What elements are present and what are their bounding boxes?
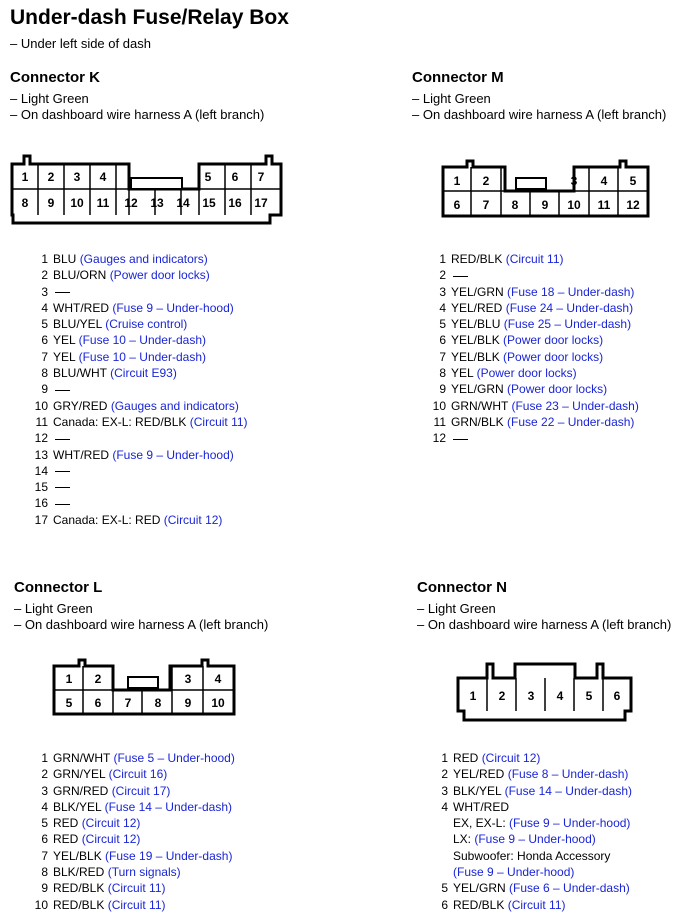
wire-color: BLU/YEL: [53, 317, 102, 332]
pin-row: [28, 831, 235, 847]
pin-number: 4: [41, 300, 48, 315]
pin-label: 12: [626, 198, 640, 212]
circuit-ref: (Fuse 9 – Under-hood): [453, 865, 575, 880]
pin-label: 11: [597, 198, 611, 212]
pin-label: 8: [154, 696, 162, 710]
wire-color: GRN/YEL: [53, 767, 106, 782]
circuit-ref: (Fuse 9 – Under-hood): [112, 447, 234, 462]
pin-number: 2: [41, 767, 48, 782]
circuit-ref: (Power door locks): [109, 268, 210, 283]
pin-row: [28, 783, 235, 799]
detail-label: LX:: [453, 832, 472, 847]
circuit-ref: (Circuit 12): [81, 832, 141, 847]
connector-m-svg: [441, 158, 651, 222]
connector-l-color: – Light Green: [14, 601, 93, 616]
wire-color: YEL/GRN: [453, 881, 506, 896]
pin-row: [424, 398, 639, 414]
pin-number: 2: [41, 268, 48, 283]
pin-row: [428, 799, 632, 815]
pin-label: 12: [124, 196, 138, 210]
pin-row: [28, 864, 235, 880]
pin-label: 1: [469, 689, 477, 703]
pin-number: 9: [41, 382, 48, 397]
pin-detail-row: [428, 848, 632, 864]
circuit-ref: (Circuit 11): [507, 897, 566, 912]
pin-row: [428, 766, 632, 782]
circuit-ref: (Fuse 5 – Under-hood): [113, 751, 235, 765]
pin-row: [424, 300, 639, 316]
circuit-ref: (Fuse 9 – Under-hood): [112, 300, 234, 315]
pin-number: 8: [41, 865, 48, 880]
pin-label: 3: [570, 174, 578, 188]
pin-label: 2: [94, 672, 102, 686]
pin-number: 5: [439, 317, 446, 332]
pin-number: 4: [441, 799, 448, 814]
pin-row: [28, 495, 248, 511]
wire-color: RED/BLK: [453, 897, 505, 912]
pin-number: 15: [34, 480, 48, 495]
pin-row: [28, 349, 248, 365]
pin-label: 2: [482, 174, 490, 188]
pin-number: 12: [432, 431, 446, 446]
pin-label: 8: [21, 196, 29, 210]
pin-row: [28, 750, 235, 766]
pin-row: [28, 512, 248, 528]
circuit-ref: (Circuit 11): [189, 414, 248, 429]
pin-label: 15: [202, 196, 216, 210]
wire-color: GRN/WHT: [53, 751, 111, 765]
unused-pin-dash: [55, 292, 70, 293]
pin-label: 7: [257, 170, 265, 184]
pin-row: [28, 848, 235, 864]
pin-row: [28, 365, 248, 381]
pin-number: 14: [34, 463, 48, 478]
pin-row: [28, 316, 248, 332]
pin-number: 5: [441, 881, 448, 896]
page-title: Under-dash Fuse/Relay Box: [10, 6, 289, 29]
pin-number: 11: [433, 414, 446, 429]
pin-label: 1: [65, 672, 73, 686]
circuit-ref: (Fuse 9 – Under-hood): [509, 816, 631, 831]
connector-m-heading: Connector M: [412, 69, 504, 86]
pin-detail-row: [428, 815, 632, 831]
circuit-ref: (Power door locks): [503, 349, 604, 364]
connector-k-svg: [9, 153, 281, 227]
pin-number: 10: [34, 897, 48, 912]
circuit-ref: (Circuit 12): [481, 751, 541, 765]
pin-label: 4: [556, 689, 564, 703]
pin-label: 17: [254, 196, 268, 210]
wire-color: BLU: [53, 252, 77, 266]
pin-label: 6: [94, 696, 102, 710]
pin-label: 16: [228, 196, 242, 210]
wire-color: RED: [53, 816, 79, 831]
connector-n-svg: [455, 661, 637, 725]
wire-color: BLU/WHT: [53, 366, 107, 381]
detail-label: Subwoofer: Honda Accessory: [453, 848, 611, 863]
wire-color: GRY/RED: [53, 398, 108, 413]
wire-color: GRN/RED: [53, 783, 109, 798]
circuit-ref: (Fuse 10 – Under-dash): [78, 349, 206, 364]
circuit-ref: (Fuse 6 – Under-dash): [509, 881, 630, 896]
pin-row: [424, 381, 639, 397]
pin-number: 12: [34, 431, 48, 446]
pin-number: 3: [439, 284, 446, 299]
circuit-ref: (Circuit 16): [108, 767, 168, 782]
circuit-ref: (Circuit 12): [163, 512, 223, 527]
pin-number: 7: [41, 848, 48, 863]
pin-number: 3: [441, 783, 448, 798]
circuit-ref: (Fuse 9 – Under-hood): [474, 832, 596, 847]
pin-row: [28, 897, 235, 913]
circuit-ref: (Cruise control): [105, 317, 188, 332]
pin-label: 2: [47, 170, 55, 184]
pin-label: 7: [482, 198, 490, 212]
connector-k-color: – Light Green: [10, 91, 89, 106]
pin-number: 1: [41, 751, 48, 765]
connector-n-harness: – On dashboard wire harness A (left branch): [417, 617, 672, 632]
pin-number: 6: [41, 333, 48, 348]
pin-label: 3: [73, 170, 81, 184]
pin-row: [424, 349, 639, 365]
pin-number: 5: [41, 317, 48, 332]
pin-row: [428, 897, 632, 913]
pin-row: [428, 880, 632, 896]
pin-label: 2: [498, 689, 506, 703]
wire-color: RED: [453, 751, 479, 765]
pin-label: 5: [585, 689, 593, 703]
location-note: – Under left side of dash: [10, 36, 151, 51]
pin-row: [424, 284, 639, 300]
wire-color: YEL/RED: [453, 767, 505, 782]
connector-m-harness: – On dashboard wire harness A (left branch): [412, 107, 667, 122]
connector-n-diagram: [455, 661, 637, 725]
unused-pin-dash: [55, 390, 70, 391]
pin-row: [28, 381, 248, 397]
pin-row: [28, 267, 248, 283]
unused-pin-dash: [453, 276, 468, 277]
pin-row: [28, 430, 248, 446]
pin-label: 5: [65, 696, 73, 710]
circuit-ref: (Fuse 18 – Under-dash): [507, 284, 635, 299]
pin-row: [424, 267, 639, 283]
pin-number: 1: [439, 252, 446, 266]
pin-label: 6: [453, 198, 461, 212]
circuit-ref: (Gauges and indicators): [79, 252, 208, 266]
pin-label: 7: [124, 696, 132, 710]
connector-n-heading: Connector N: [417, 579, 507, 596]
pin-label: 4: [214, 672, 222, 686]
connector-k-heading: Connector K: [10, 69, 100, 86]
wire-color: YEL/BLK: [451, 333, 500, 348]
connector-k-pin-list: [28, 251, 248, 528]
connector-l-heading: Connector L: [14, 579, 103, 596]
wire-color: YEL/RED: [451, 300, 503, 315]
circuit-ref: (Turn signals): [107, 865, 181, 880]
pin-number: 9: [439, 382, 446, 397]
pin-label: 9: [184, 696, 192, 710]
pin-label: 11: [96, 196, 110, 210]
unused-pin-dash: [55, 471, 70, 472]
connector-l-svg: [51, 657, 239, 721]
connector-k-harness: – On dashboard wire harness A (left branch): [10, 107, 265, 122]
pin-label: 10: [70, 196, 84, 210]
pin-row: [424, 251, 639, 267]
wire-color: YEL/BLK: [53, 848, 102, 863]
pin-number: 1: [441, 751, 448, 765]
circuit-ref: (Circuit 11): [107, 897, 166, 912]
pin-label: 5: [204, 170, 212, 184]
unused-pin-dash: [453, 439, 468, 440]
wire-color: WHT/RED: [53, 447, 109, 462]
connector-l-harness: – On dashboard wire harness A (left branch): [14, 617, 269, 632]
wire-color: RED/BLK: [53, 881, 105, 896]
wire-color: YEL: [451, 366, 474, 381]
pin-row: [28, 398, 248, 414]
wire-color: Canada: EX-L: RED: [53, 512, 161, 527]
wire-color: YEL/GRN: [451, 284, 504, 299]
pin-label: 10: [567, 198, 581, 212]
wire-color: BLU/ORN: [53, 268, 107, 283]
pin-number: 1: [41, 252, 48, 266]
circuit-ref: (Fuse 23 – Under-dash): [511, 398, 639, 413]
pin-label: 13: [150, 196, 164, 210]
pin-label: 4: [600, 174, 608, 188]
pin-row: [428, 750, 632, 766]
pin-row: [28, 815, 235, 831]
pin-number: 2: [439, 268, 446, 283]
pin-number: 10: [432, 398, 446, 413]
wire-color: Canada: EX-L: RED/BLK: [53, 414, 187, 429]
pin-row: [424, 414, 639, 430]
pin-number: 6: [41, 832, 48, 847]
pin-number: 10: [34, 398, 48, 413]
connector-m-color: – Light Green: [412, 91, 491, 106]
pin-number: 13: [34, 447, 48, 462]
circuit-ref: (Fuse 10 – Under-dash): [78, 333, 206, 348]
circuit-ref: (Fuse 14 – Under-dash): [504, 783, 633, 798]
unused-pin-dash: [55, 439, 70, 440]
pin-row: [28, 463, 248, 479]
circuit-ref: (Circuit 11): [505, 252, 564, 266]
pin-row: [28, 251, 248, 267]
wire-color: YEL: [53, 349, 76, 364]
pin-number: 8: [41, 366, 48, 381]
connector-n-pin-list: [428, 750, 632, 913]
pin-number: 4: [41, 799, 48, 814]
unused-pin-dash: [55, 504, 70, 505]
pin-label: 6: [613, 689, 621, 703]
pin-label: 9: [541, 198, 549, 212]
pin-number: 16: [34, 496, 48, 511]
wire-color: WHT/RED: [453, 799, 509, 814]
pin-row: [424, 430, 639, 446]
wire-color: RED: [53, 832, 79, 847]
pin-row: [424, 365, 639, 381]
pin-row: [28, 799, 235, 815]
wire-color: YEL/BLK: [451, 349, 500, 364]
pin-label: 3: [527, 689, 535, 703]
wire-color: BLK/RED: [53, 865, 105, 880]
wire-color: WHT/RED: [53, 300, 109, 315]
pin-detail-row: [428, 831, 632, 847]
wire-color: YEL/GRN: [451, 382, 504, 397]
connector-l-diagram: [51, 657, 239, 721]
wire-color: BLK/YEL: [53, 799, 102, 814]
pin-label: 9: [47, 196, 55, 210]
circuit-ref: (Gauges and indicators): [110, 398, 239, 413]
wire-color: BLK/YEL: [453, 783, 502, 798]
circuit-ref: (Fuse 8 – Under-dash): [507, 767, 629, 782]
pin-label: 5: [629, 174, 637, 188]
pin-label: 10: [211, 696, 225, 710]
pin-row: [28, 880, 235, 896]
unused-pin-dash: [55, 487, 70, 488]
pin-number: 7: [41, 349, 48, 364]
connector-m-diagram: [441, 158, 651, 222]
pin-number: 7: [439, 349, 446, 364]
pin-row: [28, 284, 248, 300]
pin-number: 6: [439, 333, 446, 348]
connector-l-pin-list: [28, 750, 235, 913]
pin-row: [28, 447, 248, 463]
circuit-ref: (Circuit E93): [110, 366, 177, 381]
circuit-ref: (Fuse 25 – Under-dash): [503, 317, 632, 332]
pin-label: 1: [21, 170, 29, 184]
pin-row: [28, 332, 248, 348]
wire-color: RED/BLK: [451, 252, 503, 266]
circuit-ref: (Circuit 12): [81, 816, 141, 831]
pin-label: 4: [99, 170, 107, 184]
pin-row: [424, 316, 639, 332]
connector-m-pin-list: [424, 251, 639, 447]
circuit-ref: (Circuit 11): [107, 881, 166, 896]
circuit-ref: (Power door locks): [503, 333, 604, 348]
pin-row: [28, 300, 248, 316]
circuit-ref: (Fuse 24 – Under-dash): [505, 300, 634, 315]
pin-row: [28, 414, 248, 430]
wire-color: YEL: [53, 333, 76, 348]
pin-row: [28, 766, 235, 782]
pin-label: 6: [231, 170, 239, 184]
pin-row: [28, 479, 248, 495]
pin-number: 11: [35, 414, 48, 429]
connector-k-diagram: [9, 153, 281, 227]
wire-color: YEL/BLU: [451, 317, 501, 332]
pin-number: 6: [441, 897, 448, 912]
circuit-ref: (Fuse 14 – Under-dash): [104, 799, 233, 814]
pin-number: 3: [41, 783, 48, 798]
wire-color: GRN/BLK: [451, 414, 504, 429]
wire-color: GRN/WHT: [451, 398, 509, 413]
circuit-ref: (Circuit 17): [111, 783, 171, 798]
connector-n-color: – Light Green: [417, 601, 496, 616]
pin-label: 8: [511, 198, 519, 212]
detail-label: EX, EX-L:: [453, 816, 506, 831]
wire-color: RED/BLK: [53, 897, 105, 912]
pin-label: 3: [184, 672, 192, 686]
pin-number: 4: [439, 300, 446, 315]
pin-detail-row: [428, 864, 632, 880]
pin-row: [428, 783, 632, 799]
pin-number: 3: [41, 284, 48, 299]
pin-label: 14: [176, 196, 190, 210]
circuit-ref: (Power door locks): [507, 382, 608, 397]
pin-number: 9: [41, 881, 48, 896]
pin-number: 2: [441, 767, 448, 782]
pin-label: 1: [453, 174, 461, 188]
pin-number: 17: [34, 512, 48, 527]
pin-number: 8: [439, 366, 446, 381]
pin-row: [424, 332, 639, 348]
pin-number: 5: [41, 816, 48, 831]
circuit-ref: (Fuse 22 – Under-dash): [507, 414, 635, 429]
circuit-ref: (Power door locks): [476, 366, 577, 381]
circuit-ref: (Fuse 19 – Under-dash): [105, 848, 233, 863]
